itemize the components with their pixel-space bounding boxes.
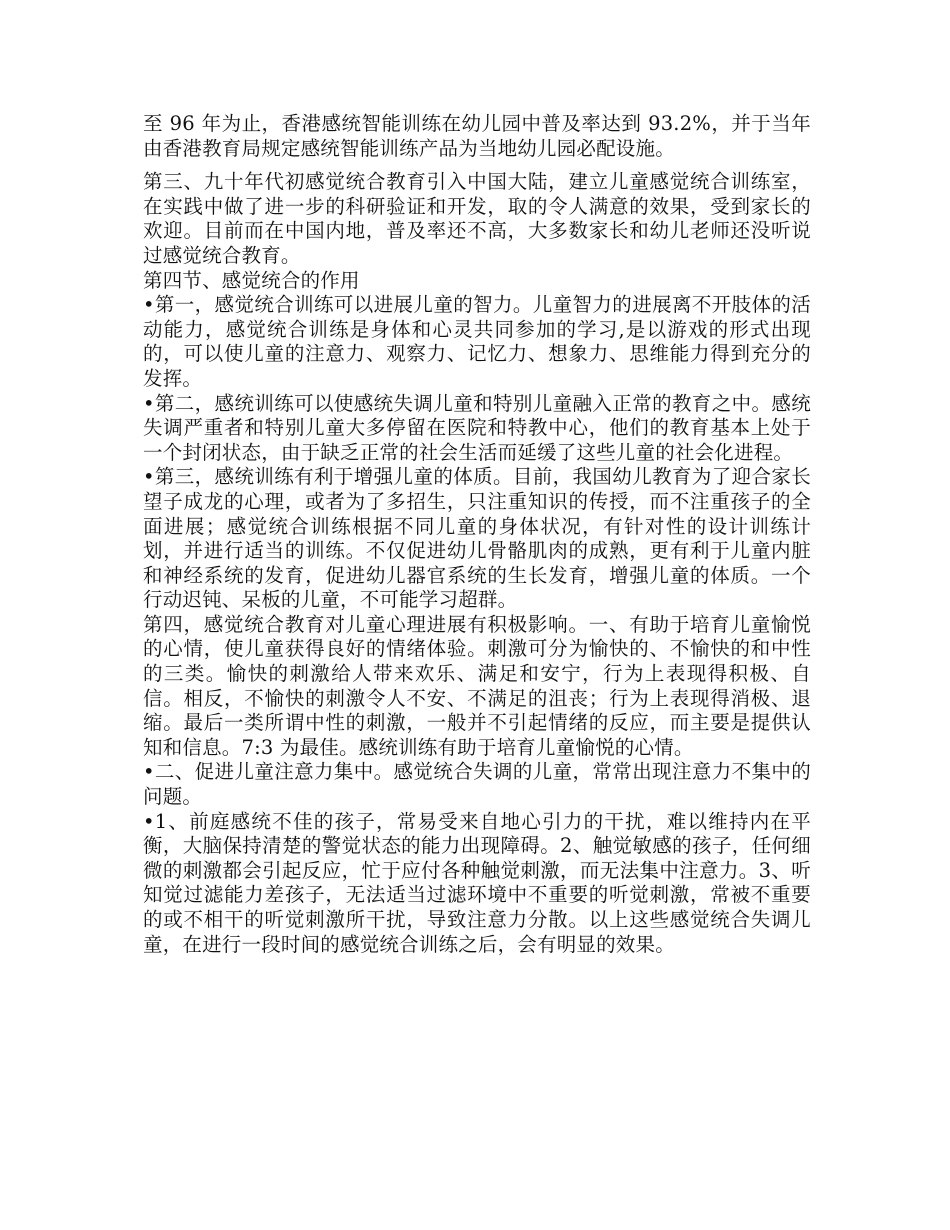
paragraph-mainland-intro: 第三、九十年代初感觉统合教育引入中国大陆，建立儿童感觉统合训练室，在实践中做了进一步的科研验证和开发，取的令人满意的效果，受到家长的欢迎。目前而在中国内地，普及率还不高，大多数家长和幼儿老师还没听说过感觉统合教育。 bbox=[143, 170, 811, 267]
paragraph-attention-details: •1、前庭感统不佳的孩子，常易受来自地心引力的干扰，难以维持内在平衡，大脑保持清楚的警觉状态的能力出现障碍。2、触觉敏感的孩子，任何细微的刺激都会引起反应，忙于应付各种触觉刺激，而无法集中注意力。3、听知觉过滤能力差孩子，无法适当过滤环境中不重要的听觉刺激，常被不重要的或不相干的听觉刺激所干扰，导致注意力分散。以上这些感觉统合失调儿童，在进行一段时间的感觉统合训练之后，会有明显的效果。 bbox=[143, 809, 811, 956]
paragraph-physique: •第三，感统训练有利于增强儿童的体质。目前，我国幼儿教育为了迎合家长望子成龙的心理，或者为了多招生，只注重知识的传授，而不注重孩子的全面进展；感觉统合训练根据不同儿童的身体状况，有针对性的设计训练计划，并进行适当的训练。不仅促进幼儿骨骼肌肉的成熟，更有利于儿童内脏和神经系统的发育，促进幼儿器官系统的生长发育，增强儿童的体质。一个行动迟钝、呆板的儿童，不可能学习超群。 bbox=[143, 465, 811, 612]
document-body bbox=[143, 112, 811, 957]
paragraph-hk-adoption: 至 96 年为止，香港感统智能训练在幼儿园中普及率达到 93.2%，并于当年由香港教育局规定感统智能训练产品为当地幼儿园必配设施。 bbox=[143, 112, 811, 160]
paragraph-psychology: 第四，感觉统合教育对儿童心理进展有积极影响。一、有助于培育儿童愉悦的心情，使儿童获得良好的情绪体验。刺激可分为愉快的、不愉快的和中性的三类。愉快的刺激给人带来欢乐、满足和安宁，行为上表现得积极、自信。相反，不愉快的刺激令人不安、不满足的沮丧；行为上表现得消极、退缩。最后一类所谓中性的刺激，一般并不引起情绪的反应，而主要是提供认知和信息。7:3 为最佳。感统训练有助于培育儿童愉悦的心情。 bbox=[143, 612, 811, 759]
section-heading: 第四节、感觉统合的作用 bbox=[143, 268, 360, 292]
paragraph-attention: •二、促进儿童注意力集中。感觉统合失调的儿童，常常出现注意力不集中的问题。 bbox=[143, 760, 811, 809]
paragraph-special-children: •第二，感统训练可以使感统失调儿童和特别儿童融入正常的教育之中。感统失调严重者和特别儿童大多停留在医院和特教中心，他们的教育基本上处于一个封闭状态，由于缺乏正常的社会生活而延缓了这些儿童的社会化进程。 bbox=[143, 391, 811, 464]
paragraph-intelligence: •第一，感觉统合训练可以进展儿童的智力。儿童智力的进展离不开肢体的活动能力，感觉统合训练是身体和心灵共同参加的学习,是以游戏的形式出现的，可以使儿童的注意力、观察力、记忆力、想象力、思维能力得到充分的发挥。 bbox=[143, 293, 811, 390]
